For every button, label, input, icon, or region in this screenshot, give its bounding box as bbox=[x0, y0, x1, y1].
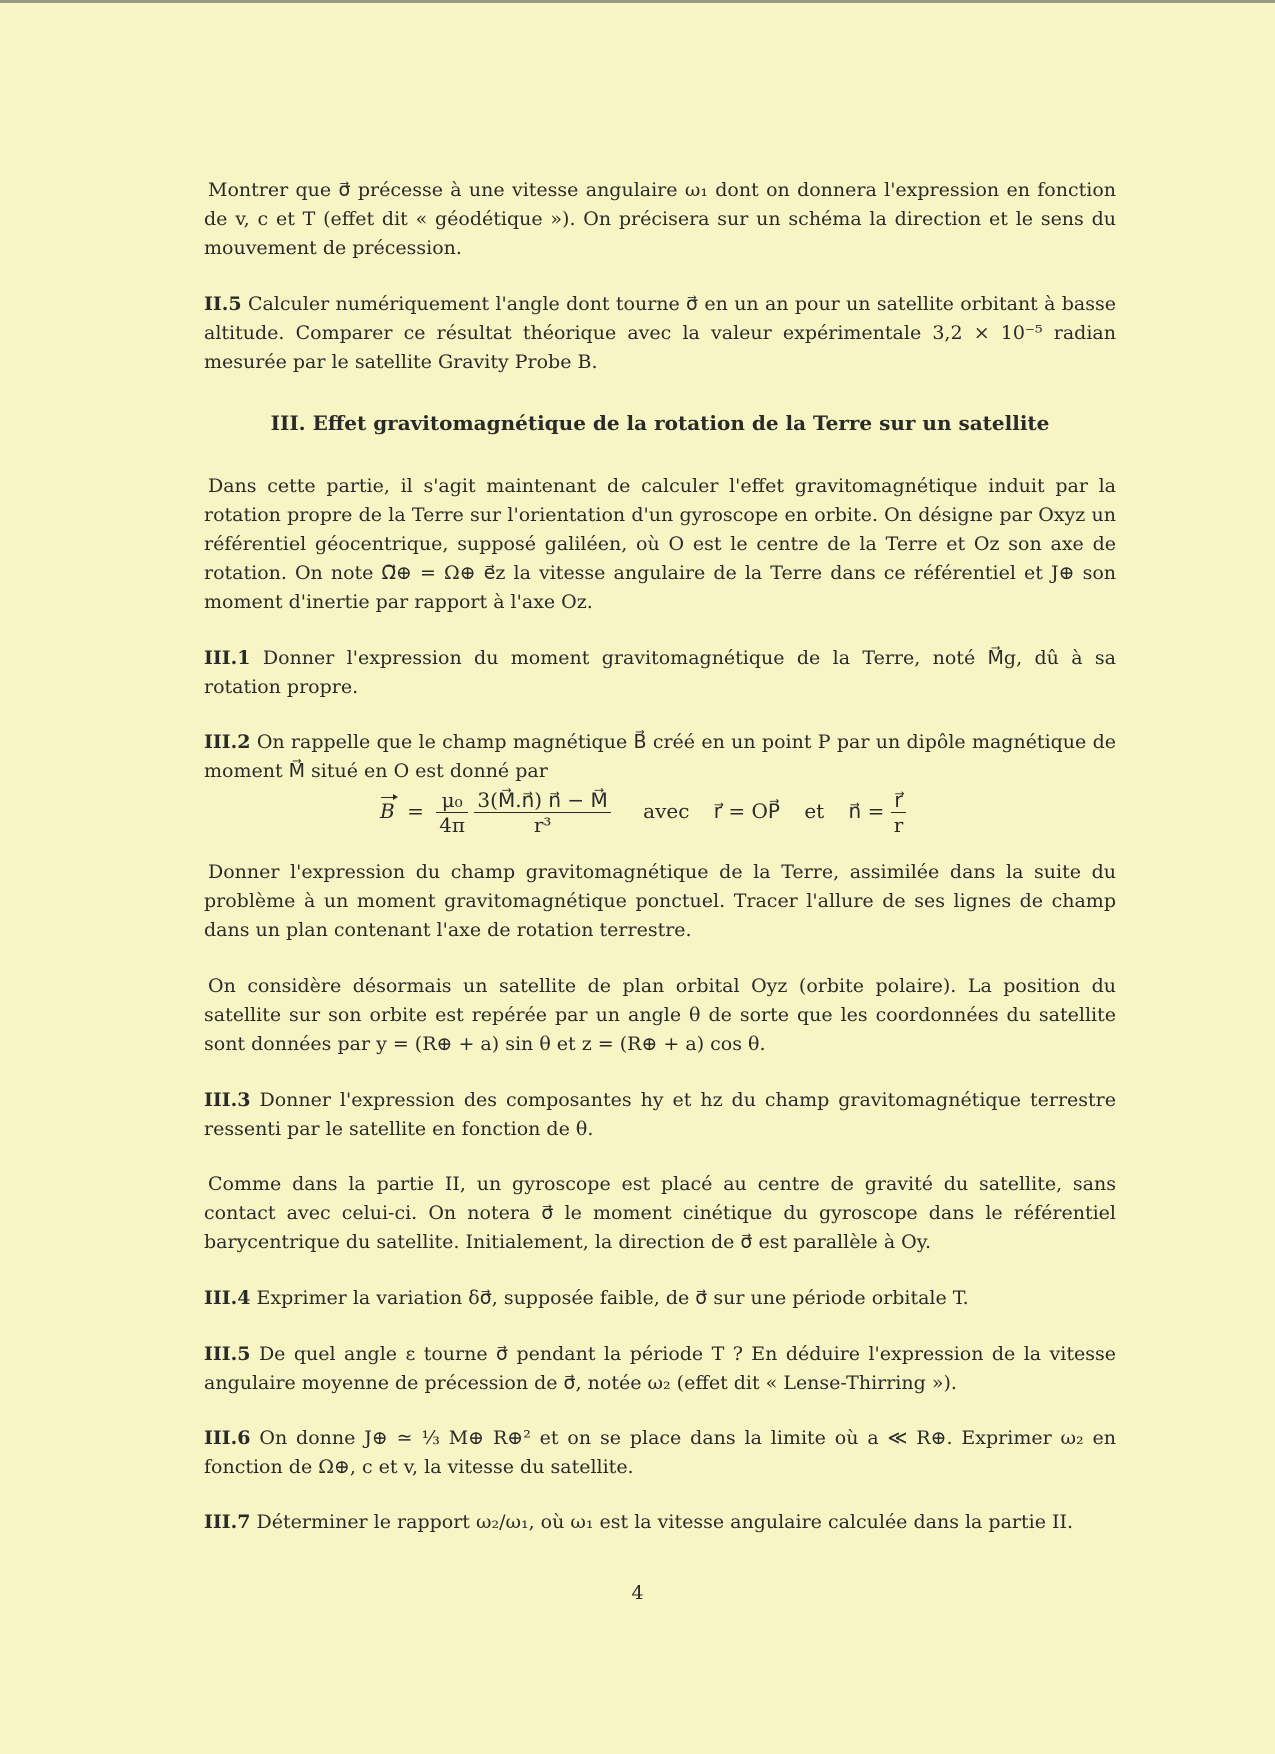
question-II-5 bbox=[204, 290, 1116, 377]
question-label: III.4 bbox=[204, 1287, 251, 1309]
gyro-text: Comme dans la partie II, un gyroscope est placé au centre de gravité du satellite, sans contact avec celui-ci. On notera σ⃗ le moment cinétique du gyroscope dans le référentiel barycentrique du satellite. Initialement, la direction de σ⃗ est parallèle à Oy. bbox=[204, 1173, 1116, 1253]
eq-et: et bbox=[804, 799, 825, 823]
question-label: III.2 bbox=[204, 731, 251, 753]
question-III-6 bbox=[204, 1424, 1116, 1482]
question-III-7 bbox=[204, 1508, 1116, 1537]
page-number: 4 bbox=[631, 1582, 644, 1604]
question-III-1 bbox=[204, 644, 1116, 702]
eq-n-den: r bbox=[893, 813, 904, 837]
question-text: Donner l'expression des composantes hy et hz du champ gravitomagnétique terrestre ressenti par le satellite en fonction de θ. bbox=[204, 1089, 1116, 1140]
intro-text: Montrer que σ⃗ précesse à une vitesse angulaire ω₁ dont on donnera l'expression en fonction de v, c et T (effet dit « géodétique »). On précisera sur un schéma la direction et le sens du mouvement de précession. bbox=[204, 179, 1116, 259]
intro-paragraph bbox=[204, 176, 1116, 263]
question-label: III.1 bbox=[204, 647, 251, 669]
question-III-2-continued bbox=[204, 858, 1116, 945]
orbit-text: On considère désormais un satellite de plan orbital Oyz (orbite polaire). La position du satellite sur son orbite est repérée par un angle θ de sorte que les coordonnées du satellite sont données par y = (R⊕ + a) sin θ et z = (R⊕ + a) cos θ. bbox=[204, 975, 1116, 1055]
eq-n-lhs: n⃗ = bbox=[848, 799, 885, 823]
question-label: III.6 bbox=[204, 1427, 251, 1449]
section-intro-text: Dans cette partie, il s'agit maintenant de calculer l'effet gravitomagnétique induit par la rotation propre de la Terre sur l'orientation d'un gyroscope en orbite. On désigne par Oxyz un référentiel géocentrique, supposé galiléen, où O est le centre de la Terre et Oz son axe de rotation. On note Ω⃗⊕ = Ω⊕ e⃗z la vitesse angulaire de la Terre dans ce référentiel et J⊕ son moment d'inertie par rapport à l'axe Oz. bbox=[204, 475, 1116, 613]
eq-numerator: 3(M⃗.n⃗) n⃗ − M⃗ bbox=[474, 788, 610, 813]
question-text: Donner l'expression du champ gravitomagnétique de la Terre, assimilée dans la suite du problème à un moment gravitomagnétique ponctuel. Tracer l'allure de ses lignes de champ dans un plan contenant l'axe de rotation terrestre. bbox=[204, 861, 1116, 941]
gyro-paragraph bbox=[204, 1170, 1116, 1257]
eq-avec: avec bbox=[643, 799, 690, 823]
question-label: III.7 bbox=[204, 1511, 251, 1533]
eq-lhs: B bbox=[380, 799, 395, 823]
eq-r-def: r⃗ = OP⃗ bbox=[713, 799, 780, 823]
question-label: III.3 bbox=[204, 1089, 251, 1111]
eq-equals: = bbox=[407, 799, 424, 823]
eq-four-pi: 4π bbox=[439, 813, 466, 837]
eq-n-num: r⃗ bbox=[891, 788, 907, 813]
question-text: De quel angle ε tourne σ⃗ pendant la période T ? En déduire l'expression de la vitesse angulaire moyenne de précession de σ⃗, notée ω₂ (effet dit « Lense-Thirring »). bbox=[204, 1343, 1116, 1394]
question-label: III.5 bbox=[204, 1343, 251, 1365]
eq-denominator: r³ bbox=[533, 813, 552, 837]
question-text: Exprimer la variation δσ⃗, supposée faible, de σ⃗ sur une période orbitale T. bbox=[256, 1287, 969, 1309]
section-III-intro bbox=[204, 472, 1116, 617]
question-III-2 bbox=[204, 728, 1116, 786]
question-label: II.5 bbox=[204, 293, 242, 315]
question-text: Déterminer le rapport ω₂/ω₁, où ω₁ est la vitesse angulaire calculée dans la partie II. bbox=[256, 1511, 1074, 1533]
section-III-title: III. Effet gravitomagnétique de la rotation de la Terre sur un satellite bbox=[270, 411, 1050, 435]
question-text: Donner l'expression du moment gravitomagnétique de la Terre, noté M⃗g, dû à sa rotation propre. bbox=[204, 647, 1116, 698]
eq-prefactor bbox=[436, 788, 468, 837]
eq-n-fraction bbox=[891, 788, 907, 837]
question-text: On rappelle que le champ magnétique B⃗ créé en un point P par un dipôle magnétique de moment M⃗ situé en O est donné par bbox=[204, 731, 1116, 782]
question-III-4 bbox=[204, 1284, 1116, 1313]
question-III-5 bbox=[204, 1340, 1116, 1398]
eq-main-fraction bbox=[474, 788, 610, 837]
question-text: On donne J⊕ ≃ ⅓ M⊕ R⊕² et on se place dans la limite où a ≪ R⊕. Exprimer ω₂ en fonction de Ω⊕, c et v, la vitesse du satellite. bbox=[204, 1427, 1116, 1478]
dipole-field-equation bbox=[380, 788, 940, 858]
question-III-3 bbox=[204, 1086, 1116, 1144]
orbit-paragraph bbox=[204, 972, 1116, 1059]
eq-mu: μ₀ bbox=[436, 788, 468, 813]
top-edge-line bbox=[0, 0, 1275, 3]
question-text: Calculer numériquement l'angle dont tourne σ⃗ en un an pour un satellite orbitant à basse altitude. Comparer ce résultat théorique avec la valeur expérimentale 3,2 × 10⁻⁵ radian mesurée par le satellite Gravity Probe B. bbox=[204, 293, 1116, 373]
